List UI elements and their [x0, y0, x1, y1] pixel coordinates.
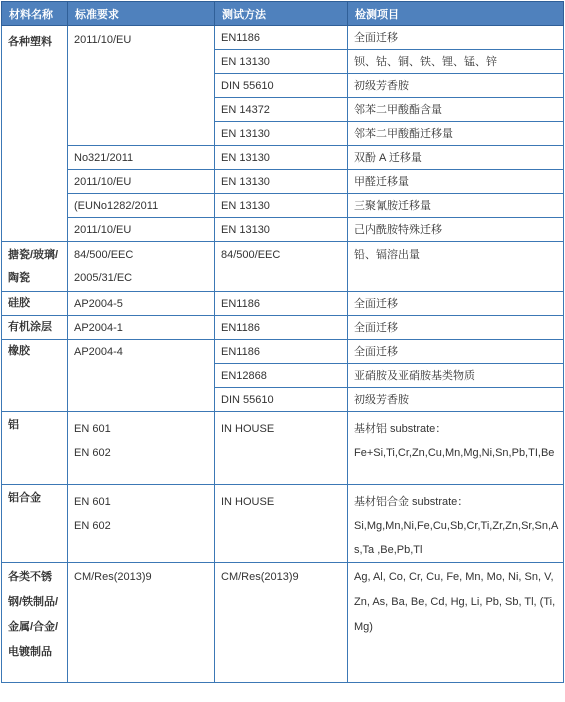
header-method: 测试方法: [215, 2, 348, 26]
method-cell: EN 13130: [215, 170, 348, 194]
standard-cell: AP2004-4: [68, 340, 215, 412]
header-row: [2, 2, 564, 26]
table-row: [2, 194, 564, 218]
method-cell: CM/Res(2013)9: [215, 563, 348, 683]
method-cell: EN 13130: [215, 50, 348, 74]
item-cell: 邻苯二甲酸酯含量: [348, 98, 564, 122]
method-cell: EN1186: [215, 316, 348, 340]
method-cell: IN HOUSE: [215, 412, 348, 485]
table-row: [2, 412, 564, 485]
material-cell: 有机涂层: [2, 316, 68, 340]
standard-cell: [68, 485, 215, 563]
standard-cell: AP2004-5: [68, 292, 215, 316]
item-cell: 甲醛迁移量: [348, 170, 564, 194]
header-material: 材料名称: [2, 2, 68, 26]
standards-table: [1, 1, 564, 683]
item-cell: 亚硝胺及亚硝胺基类物质: [348, 364, 564, 388]
method-cell: EN12868: [215, 364, 348, 388]
item-cell: Ag, Al, Co, Cr, Cu, Fe, Mn, Mo, Ni, Sn, V, Zn, As, Ba, Be, Cd, Hg, Li, Pb, Sb, Tl, (Ti, Mg): [348, 563, 564, 683]
table-row: [2, 485, 564, 563]
method-cell: 84/500/EEC: [215, 242, 348, 292]
table-row: [2, 170, 564, 194]
header-item: 检测项目: [348, 2, 564, 26]
standard-cell: [68, 242, 215, 292]
table-row: [2, 146, 564, 170]
method-cell: EN 13130: [215, 194, 348, 218]
standard-line: EN 601: [74, 423, 111, 435]
table-row: [2, 563, 564, 683]
material-cell: 搪瓷/玻璃/陶瓷: [2, 242, 68, 292]
standard-cell: AP2004-1: [68, 316, 215, 340]
method-cell: DIN 55610: [215, 388, 348, 412]
table-row: [2, 218, 564, 242]
item-cell: 铅、镉溶出量: [348, 242, 564, 292]
item-cell: 己内酰胺特殊迁移: [348, 218, 564, 242]
standard-cell: No321/2011: [68, 146, 215, 170]
item-cell: 钡、钴、铜、铁、锂、锰、锌: [348, 50, 564, 74]
item-line: Fe+Si,Ti,Cr,Zn,Cu,Mn,Mg,Ni,Sn,Pb,TI,Be: [354, 447, 555, 459]
method-cell: EN 14372: [215, 98, 348, 122]
table-row: [2, 340, 564, 364]
material-cell: 硅胶: [2, 292, 68, 316]
method-cell: EN 13130: [215, 218, 348, 242]
table-row: [2, 26, 564, 50]
method-cell: DIN 55610: [215, 74, 348, 98]
standard-cell: 2011/10/EU: [68, 170, 215, 194]
item-cell: 全面迁移: [348, 340, 564, 364]
item-cell: 全面迁移: [348, 292, 564, 316]
item-cell: [348, 485, 564, 563]
method-cell: EN1186: [215, 340, 348, 364]
material-cell: 各种塑料: [2, 26, 68, 242]
method-cell: IN HOUSE: [215, 485, 348, 563]
standard-cell: 2011/10/EU: [68, 218, 215, 242]
item-cell: 初级芳香胺: [348, 388, 564, 412]
table-row: [2, 316, 564, 340]
item-cell: 初级芳香胺: [348, 74, 564, 98]
table-row: [2, 292, 564, 316]
standard-cell: [68, 412, 215, 485]
standard-line: EN 601: [74, 496, 111, 508]
standard-line: EN 602: [74, 520, 111, 532]
material-cell: 橡胶: [2, 340, 68, 412]
method-cell: EN 13130: [215, 146, 348, 170]
material-cell: 铝合金: [2, 485, 68, 563]
item-cell: 三聚氰胺迁移量: [348, 194, 564, 218]
method-cell: EN 13130: [215, 122, 348, 146]
material-cell: 铝: [2, 412, 68, 485]
item-line: 基材铝合金 substrate：: [354, 496, 469, 508]
item-line: 基材铝 substrate：: [354, 423, 447, 435]
standard-cell: (EUNo1282/2011: [68, 194, 215, 218]
item-cell: [348, 412, 564, 485]
standard-cell: CM/Res(2013)9: [68, 563, 215, 683]
standard-cell: 2011/10/EU: [68, 26, 215, 146]
item-cell: 邻苯二甲酸酯迁移量: [348, 122, 564, 146]
header-standard: 标准要求: [68, 2, 215, 26]
method-cell: EN1186: [215, 26, 348, 50]
item-cell: 全面迁移: [348, 316, 564, 340]
item-cell: 双酚 A 迁移量: [348, 146, 564, 170]
method-cell: EN1186: [215, 292, 348, 316]
standard-line: 2005/31/EC: [74, 272, 133, 284]
standard-line: EN 602: [74, 447, 111, 459]
material-cell: 各类不锈钢/铁制品/金属/合金/电镀制品: [2, 563, 68, 683]
item-cell: 全面迁移: [348, 26, 564, 50]
table-row: [2, 242, 564, 292]
item-line: Si,Mg,Mn,Ni,Fe,Cu,Sb,Cr,Ti,Zr,Zn,Sr,Sn,As,Ta ,Be,Pb,Tl: [354, 520, 559, 556]
standard-line: 84/500/EEC: [74, 249, 134, 261]
